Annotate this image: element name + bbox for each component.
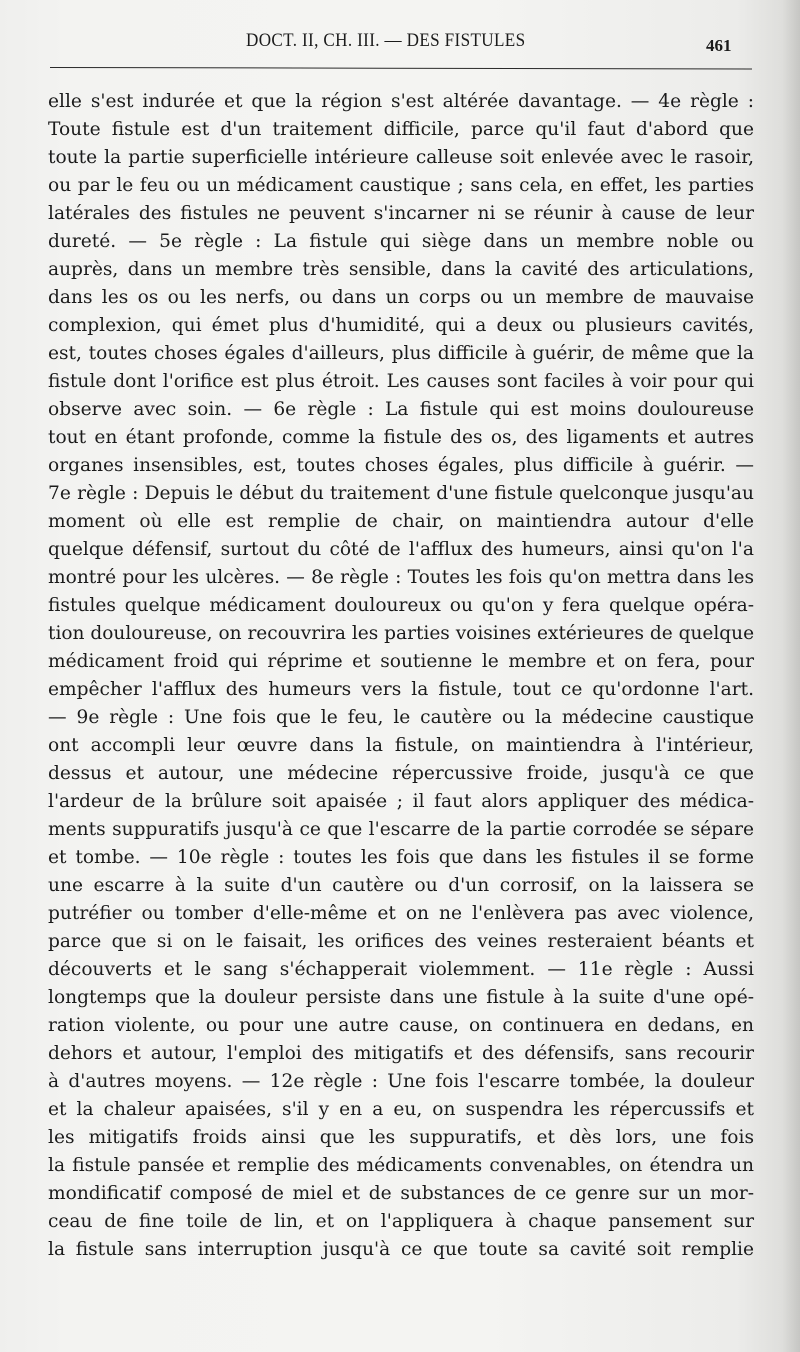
text-line: organes insensibles, est, toutes choses égales, plus difficile à guérir. — bbox=[48, 455, 754, 476]
text-line: ont accompli leur œuvre dans la fistule, on maintiendra à l'intérieur, bbox=[48, 735, 754, 756]
text-line: empêcher l'afflux des humeurs vers la fistule, tout ce qu'ordonne l'art. bbox=[48, 679, 754, 700]
text-line: une escarre à la suite d'un cautère ou d'un corrosif, on la laissera se bbox=[48, 875, 754, 896]
text-line: longtemps que la douleur persiste dans une fistule à la suite d'une opé- bbox=[48, 987, 754, 1008]
text-line: la fistule pansée et remplie des médicaments convenables, on étendra un bbox=[48, 1155, 754, 1176]
body-text bbox=[48, 88, 754, 1264]
text-line: à d'autres moyens. — 12e règle : Une fois l'escarre tombée, la douleur bbox=[48, 1071, 754, 1092]
header-rule bbox=[50, 67, 752, 69]
text-line: latérales des fistules ne peuvent s'incarner ni se réunir à cause de leur bbox=[48, 203, 754, 224]
text-line: ceau de fine toile de lin, et on l'appliquera à chaque pansement sur bbox=[48, 1211, 754, 1232]
text-line: dans les os ou les nerfs, ou dans un corps ou un membre de mauvaise bbox=[48, 287, 754, 308]
text-line: est, toutes choses égales d'ailleurs, plus difficile à guérir, de même que la bbox=[48, 343, 754, 364]
text-line: ou par le feu ou un médicament caustique ; sans cela, en effet, les parties bbox=[48, 175, 754, 196]
text-line: Toute fistule est d'un traitement difficile, parce qu'il faut d'abord que bbox=[48, 119, 754, 140]
text-line: putréfier ou tomber d'elle-même et on ne l'enlèvera pas avec violence, bbox=[48, 903, 754, 924]
text-line: la fistule sans interruption jusqu'à ce que toute sa cavité soit remplie bbox=[48, 1239, 754, 1260]
running-head bbox=[0, 30, 800, 60]
text-line: fistules quelque médicament douloureux ou qu'on y fera quelque opéra- bbox=[48, 595, 754, 616]
text-line: 7e règle : Depuis le début du traitement d'une fistule quelconque jusqu'au bbox=[48, 483, 754, 504]
text-line: et la chaleur apaisées, s'il y en a eu, on suspendra les répercussifs et bbox=[48, 1099, 754, 1120]
text-line: moment où elle est remplie de chair, on maintiendra autour d'elle bbox=[48, 511, 754, 532]
text-line: complexion, qui émet plus d'humidité, qui a deux ou plusieurs cavités, bbox=[48, 315, 754, 336]
text-line: mondificatif composé de miel et de substances de ce genre sur un mor- bbox=[48, 1183, 754, 1204]
text-line: ration violente, ou pour une autre cause, on continuera en dedans, en bbox=[48, 1015, 754, 1036]
text-line: observe avec soin. — 6e règle : La fistule qui est moins douloureuse bbox=[48, 399, 754, 420]
text-line: médicament froid qui réprime et soutienne le membre et on fera, pour bbox=[48, 651, 754, 672]
page-edge-shadow bbox=[782, 0, 800, 1352]
text-line: l'ardeur de la brûlure soit apaisée ; il faut alors appliquer des médica- bbox=[48, 791, 754, 812]
text-line: dehors et autour, l'emploi des mitigatifs et des défensifs, sans recourir bbox=[48, 1043, 754, 1064]
text-line: découverts et le sang s'échapperait violemment. — 11e règle : Aussi bbox=[48, 959, 754, 980]
text-line: parce que si on le faisait, les orifices des veines resteraient béants et bbox=[48, 931, 754, 952]
text-line: fistule dont l'orifice est plus étroit. Les causes sont faciles à voir pour qui bbox=[48, 371, 754, 392]
text-line: quelque défensif, surtout du côté de l'afflux des humeurs, ainsi qu'on l'a bbox=[48, 539, 754, 560]
text-line: montré pour les ulcères. — 8e règle : Toutes les fois qu'on mettra dans les bbox=[48, 567, 754, 588]
text-line: toute la partie superficielle intérieure calleuse soit enlevée avec le rasoir, bbox=[48, 147, 754, 168]
text-line: dessus et autour, une médecine répercussive froide, jusqu'à ce que bbox=[48, 763, 754, 784]
text-line: tion douloureuse, on recouvrira les parties voisines extérieures de quelque bbox=[48, 623, 755, 644]
text-line: ments suppuratifs jusqu'à ce que l'escarre de la partie corrodée se sépare bbox=[48, 819, 754, 840]
page-number: 461 bbox=[706, 36, 732, 55]
text-line: — 9e règle : Une fois que le feu, le cautère ou la médecine caustique bbox=[48, 707, 754, 728]
text-line: tout en étant profonde, comme la fistule des os, des ligaments et autres bbox=[48, 427, 754, 448]
text-line: auprès, dans un membre très sensible, dans la cavité des articulations, bbox=[48, 259, 754, 280]
text-line: dureté. — 5e règle : La fistule qui siège dans un membre noble ou bbox=[48, 231, 754, 252]
text-line: elle s'est indurée et que la région s'est altérée davantage. — 4e règle : bbox=[48, 91, 754, 112]
running-title: DOCT. II, CH. III. — DES FISTULES bbox=[246, 30, 526, 51]
text-line: les mitigatifs froids ainsi que les suppuratifs, et dès lors, une fois bbox=[48, 1127, 754, 1148]
text-line: et tombe. — 10e règle : toutes les fois que dans les fistules il se forme bbox=[48, 847, 754, 868]
